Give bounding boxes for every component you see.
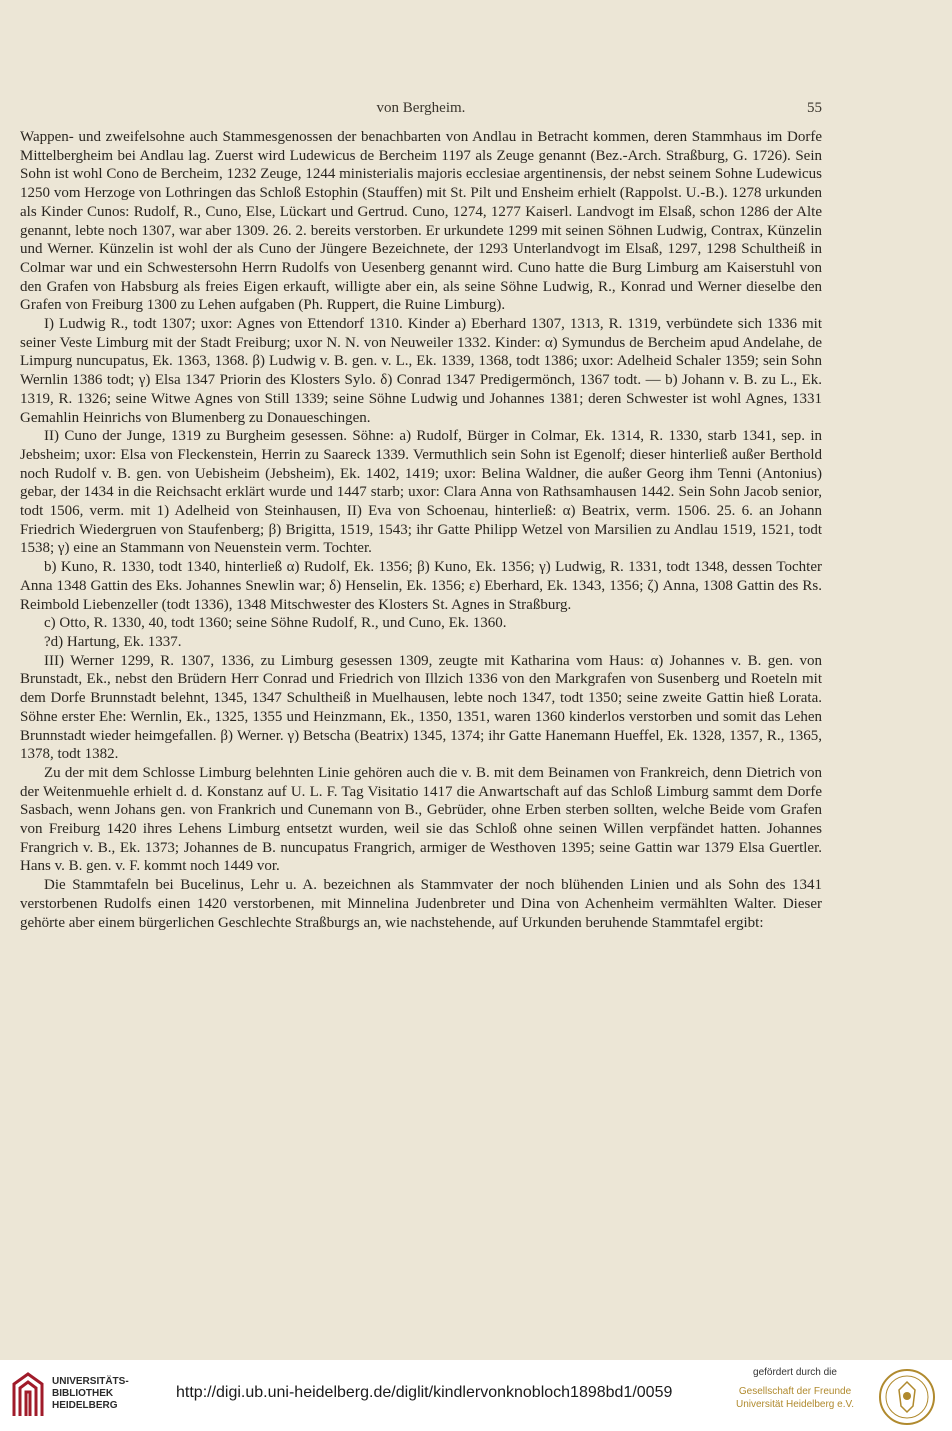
library-name-line: UNIVERSITÄTS- — [52, 1376, 129, 1387]
footer — [0, 1360, 952, 1431]
body-text — [20, 128, 822, 932]
paragraph: I) Ludwig R., todt 1307; uxor: Agnes von Ettendorf 1310. Kinder a) Eberhard 1307, 1313, R. 1319, verbündete sich 1336 mit seiner Veste Limburg mit der Stadt Freiburg; uxor N. N. von Neuweiler 1332. Kinder: α) Symundus de Bercheim apud Andelahe, de Limpurg nuncupatus, Ek. 1363, 1368. β) Ludwig v. B. gen. v. L., Ek. 1339, 1368, todt 1386; uxor: Adelheid Schaler 1359; sein Sohn Wernlin 1386 todt; γ) Elsa 1347 Priorin des Klosters Sylo. δ) Conrad 1347 Predigermönch, 1367 todt. — b) Johann v. B. zu L., Ek. 1319, R. 1326; seine Witwe Agnes von Still 1339; seine Söhne Ludwig und Johannes 1381; deren Schwester ist wohl Agnes, 1331 Gemahlin Heinrichs von Blumenberg zu Donaueschingen. — [20, 316, 822, 426]
society-name-line1: Gesellschaft der Freunde — [738, 1386, 852, 1397]
library-name — [52, 1376, 129, 1412]
paragraph: b) Kuno, R. 1330, todt 1340, hinterließ α) Rudolf, Ek. 1356; β) Kuno, Ek. 1356; γ) Ludwig, R. 1331, todt 1348, dessen Tochter Anna 1348 Gattin des Eks. Johannes Snewlin war; δ) Henselin, Ek. 1356; ε) Eberhard, Ek. 1343, 1356; ζ) Anna, 1308 Gattin des Rs. Reimbold Liebenzeller (todt 1336), 1348 Mitschwester des Klosters St. Agnes in Straßburg. — [20, 559, 822, 613]
funded-by-text: gefördert durch die — [753, 1367, 837, 1378]
society-name-line2: Universität Heidelberg e.V. — [735, 1399, 855, 1410]
paragraph: III) Werner 1299, R. 1307, 1336, zu Limburg gesessen 1309, zeugte mit Katharina vom Haus: α) Johannes v. B. gen. von Brunstadt, Ek., nebst den Brüdern Herr Conrad und Friedrich von Illzich 1336 von den Markgrafen von Susenberg und Roeteln mit dem Dorfe Brunnstadt belehnt, 1345, 1347 Schultheiß in Muelhausen, lebte noch 1347, todt 1350; seine zweite Gattin hieß Lorata. Söhne erster Ehe: Wernlin, Ek., 1325, 1355 und Heinzmann, Ek., 1350, 1351, waren 1360 kinderlos verstorben und somit das Lehen Brunnstadt wieder heimgefallen. β) Werner. γ) Betscha (Beatrix) 1345, 1374; ihr Gatte Hanemann Hueffel, Ek. 1328, 1357, R., 1365, 1378, todt 1382. — [20, 652, 822, 763]
paragraph: c) Otto, R. 1330, 40, todt 1360; seine Söhne Rudolf, R., und Cuno, Ek. 1360. — [44, 615, 507, 632]
running-head-title: von Bergheim. — [376, 100, 466, 116]
library-name-line: BIBLIOTHEK — [52, 1388, 114, 1399]
paragraph: Die Stammtafeln bei Bucelinus, Lehr u. A. bezeichnen als Stammvater der noch blühenden Linien und als Sohn des 1341 verstorbenen Rudolfs einen 1420 verstorbenen, mit Minnelina Judenbreter und Dina von Achenheim vermählten Walter. Dieser gehörte aber einem bürgerlichen Geschlechte Straßburgs an, wie nachstehende, auf Urkunden beruhende Stammtafel ergibt: — [20, 877, 822, 931]
funding-note — [730, 1366, 860, 1411]
paragraph: Wappen- und zweifelsohne auch Stammesgenossen der benachbarten von Andlau in Betracht kommen, deren Stammhaus im Dorfe Mittelbergheim bei Andlau lag. Zuerst wird Ludewicus de Bercheim 1197 als Zeuge genannt (Bez.-Arch. Straßburg, G. 1726). Sein Sohn ist wohl Cono de Bercheim, 1232 Zeuge, 1244 ministerialis majoris ecclesiae argentinensis, der nebst seinem Sohne Ludewicus 1250 vom Herzoge von Lothringen das Schloß Estophin (Stauffen) mit St. Pilt und Ensheim erhielt (Rappolst. U.-B.). 1278 urkunden als Kinder Cunos: Rudolf, R., Cuno, Else, Lückart und Gertrud. Cuno, 1274, 1277 Kaiserl. Landvogt im Elsaß, schon 1286 der Alte genannt, lebte noch 1307, war aber 1309. 26. 2. bereits verstorben. Er urkundete 1299 mit seinen Söhnen Ludwig, Contrax, Künzelin und Werner. Künzelin ist wohl der als Cuno der Jüngere Bezeichnete, der 1293 Unterlandvogt im Elsaß, 1297, 1298 Schultheiß in Colmar war und ein Schwestersohn Herrn Rudolfs von Uesenberg genannt wird. Cuno hatte die Burg Limburg am Kaiserstuhl von den Grafen von Habsburg als freies Eigen erkauft, willigte aber ein, als seine Söhne Ludwig, R., Konrad und Werner dieselbe den Grafen von Freiburg 1300 zu Lehen aufgaben (Ph. Ruppert, die Ruine Limburg). — [20, 129, 822, 314]
permalink-url[interactable]: http://digi.ub.uni-heidelberg.de/diglit/kindlervonknobloch1898bd1/0059 — [176, 1384, 673, 1401]
running-head — [20, 100, 822, 122]
paragraph: II) Cuno der Junge, 1319 zu Burgheim gesessen. Söhne: a) Rudolf, Bürger in Colmar, Ek. 1314, R. 1330, starb 1341, sep. in Jebsheim; uxor: Elsa von Fleckenstein, Herrin zu Saareck 1339. Vermuthlich sein Sohn ist Egenolf; dieser hinterließ außer Berthold noch Rudolf v. B. gen. von Uebisheim (Jebsheim), Ek. 1402, 1419; uxor: Belina Waldner, die außer Georg ihm Tenni (Antonius) gebar, der 1434 in die Reichsacht erklärt wurde und 1447 starb; uxor: Clara Anna von Rathsamhausen 1442. Sein Sohn Jacob senior, todt 1506, verm. mit 1) Adelheid von Steinhausen, II) Eva von Schoenau, hinterließ: α) Beatrix, verm. 1506. 25. 6. an Johann Friedrich Wiedergruen von Staufenberg; β) Brigitta, 1519, 1543; ihr Gatte Philipp Wetzel von Marsilien zu Andlau 1519, 1521, todt 1538; γ) eine an Stammann von Neuenstein verm. Tochter. — [20, 428, 822, 557]
paragraph: Zu der mit dem Schlosse Limburg belehnten Linie gehören auch die v. B. mit dem Beinamen von Frankreich, denn Dietrich von der Weitenmuehle erhielt d. d. Konstanz auf U. L. F. Tag Visitatio 1417 die Anwartschaft auf das Schloß Limburg sammt dem Dorfe Sasbach, wenn Johans gen. von Frankrich und Cunemann von B., Gebrüder, ohne Erben sterben sollten, welche Beide vom Grafen von Freiburg 1420 ihres Lehens Limburg entsetzt wurden, weil sie das Schloß ohne seinen Willen verpfändet hatten. Johannes Frangrich v. B., Ek. 1373; Johannes de B. nuncupatus Frangrich, armiger de Westhoven 1395; seine Gattin war 1379 Elsa Guertler. Hans v. B. gen. v. F. kommt noch 1449 vor. — [20, 764, 822, 875]
library-name-line: HEIDELBERG — [52, 1400, 118, 1411]
page-number: 55 — [807, 100, 822, 116]
university-seal-icon — [878, 1368, 936, 1426]
library-logo-icon — [10, 1370, 46, 1420]
paragraph: ?d) Hartung, Ek. 1337. — [44, 633, 182, 650]
